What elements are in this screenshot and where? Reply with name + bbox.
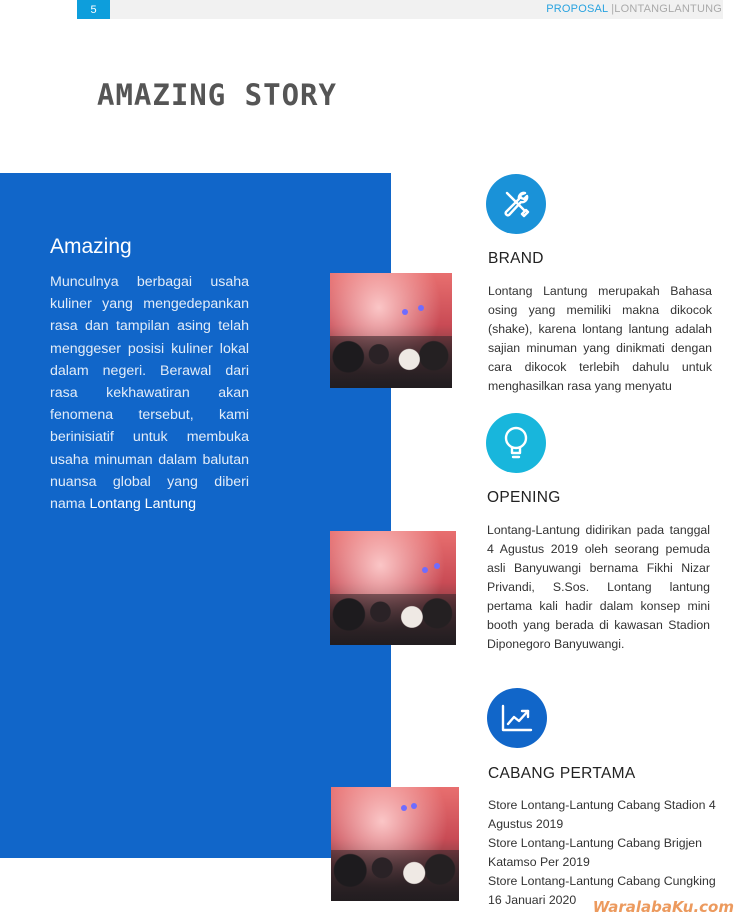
list-item: Store Lontang-Lantung Cabang Stadion 4 Agustus 2019 <box>488 798 716 831</box>
list-item: Store Lontang-Lantung Cabang Cungking 16 Januari 2020 <box>488 874 716 907</box>
amazing-body: Munculnya berbagai usaha kuliner yang mengedepankan rasa dan tampilan asing telah menggeser posisi kuliner lokal dalam negeri. Berawal dari rasa kekhawatiran akan fenomena tersebut, kami berinisiatif untuk membuka usaha minuman dalam balutan nuansa global yang diberi nama <box>50 274 249 513</box>
section-heading-opening: OPENING <box>487 489 561 506</box>
header-separator: | <box>611 3 615 15</box>
amazing-highlight: Lontang Lantung <box>89 496 196 513</box>
tools-icon <box>486 174 546 234</box>
lightbulb-icon <box>486 413 546 473</box>
amazing-text <box>50 271 249 515</box>
photo-cafe-3 <box>331 787 459 901</box>
page-number: 5 <box>77 0 110 19</box>
brand-label: LONTANGLANTUNG <box>614 3 722 15</box>
amazing-heading: Amazing <box>50 235 132 258</box>
section-heading-cabang: CABANG PERTAMA <box>488 765 636 782</box>
section-heading-brand: BRAND <box>488 250 544 267</box>
proposal-label: PROPOSAL <box>546 3 608 15</box>
list-item: Store Lontang-Lantung Cabang Brigjen Katamso Per 2019 <box>488 836 702 869</box>
chart-up-icon <box>487 688 547 748</box>
section-text-opening: Lontang-Lantung didirikan pada tanggal 4 Agustus 2019 oleh seorang pemuda asli Banyuwangi bernama Fikhi Nizar Privandi, S.Sos. Lontang lantung pertama kali hadir dalam konsep mini booth yang berada di kawasan Stadion Diponegoro Banyuwangi. <box>487 523 710 651</box>
header-label <box>546 3 722 15</box>
page-title: AMAZING STORY <box>97 78 337 112</box>
section-list-cabang <box>488 796 716 910</box>
watermark-logo: WaralabaKu.com <box>592 898 734 916</box>
section-text-brand: Lontang Lantung merupakah Bahasa osing yang memiliki makna dikocok (shake), karena lontang lantung adalah sajian minuman yang dinikmati dengan cara dikocok terlebih dahulu untuk menghasilkan rasa yang menyatu <box>488 284 712 393</box>
photo-cafe-2 <box>330 531 456 645</box>
photo-cafe-1 <box>330 273 452 388</box>
